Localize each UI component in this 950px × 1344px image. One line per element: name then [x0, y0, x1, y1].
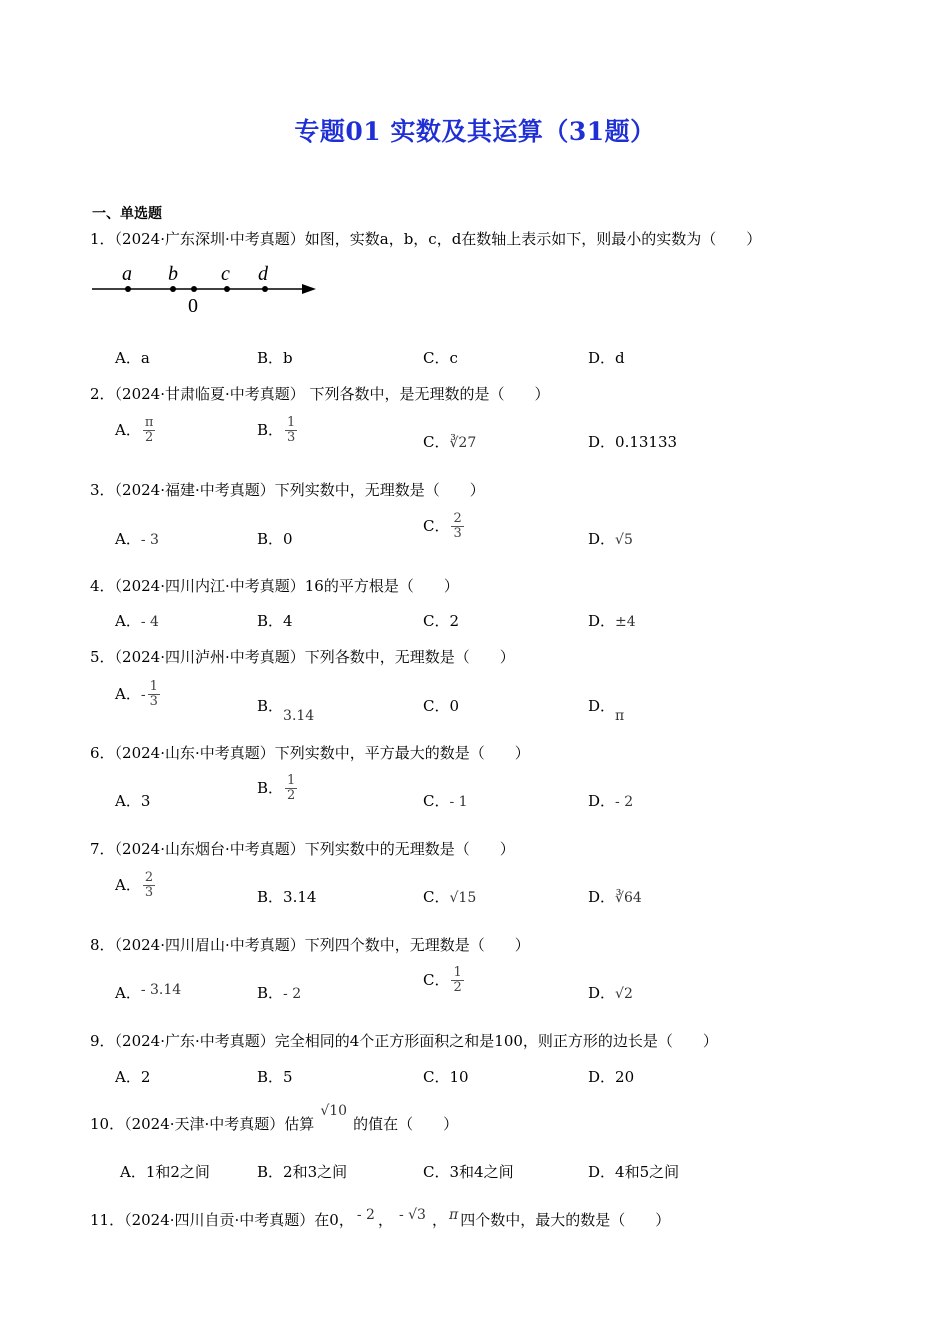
question-7: 7．（2024·山东烟台·中考真题）下列实数中的无理数是（ ）	[90, 840, 515, 858]
label-c: c	[221, 263, 230, 285]
question-11: 11．（2024·四川自贡·中考真题）在0， - 2 ， - √3 ， π 四个数中，最大的数是（ ）	[90, 1207, 671, 1229]
point-zero	[191, 286, 197, 292]
q2-option-b: B． $\frac{1}{3}$	[257, 415, 296, 446]
question-1: 1．（2024·广东深圳·中考真题）如图，实数a，b，c，d在数轴上表示如下，则最小的实数为（ ）	[90, 230, 762, 248]
label-zero: 0	[188, 295, 198, 317]
q2-option-d: D．0.13133	[588, 433, 678, 451]
q8-option-d: D．√2	[588, 984, 633, 1002]
q4-option-d: D．±4	[588, 612, 636, 630]
question-8: 8．（2024·四川眉山·中考真题）下列四个数中，无理数是（ ）	[90, 936, 530, 954]
q9-option-d: D．20	[588, 1068, 635, 1086]
q10-option-c: C．3和4之间	[423, 1163, 514, 1181]
q6-option-d: D．- 2	[588, 792, 634, 810]
q7-option-b: B．3.14	[257, 888, 317, 906]
q1-option-a: A．a	[115, 349, 150, 367]
q6-option-b: B． $\frac{1}{2}$	[257, 773, 296, 804]
point-b	[170, 286, 176, 292]
q3-option-c: C． $\frac{2}{3}$	[423, 511, 462, 542]
question-6: 6．（2024·山东·中考真题）下列实数中，平方最大的数是（ ）	[90, 744, 530, 762]
q5-option-b: B．3.14	[257, 697, 315, 724]
q8-option-b: B．- 2	[257, 984, 302, 1002]
q1-option-b: B．b	[257, 349, 293, 367]
q2-option-c: C．∛27	[423, 433, 477, 451]
q4-option-a: A．- 4	[115, 612, 159, 630]
q4-option-c: C．2	[423, 612, 460, 630]
q3-option-d: D．√5	[588, 530, 633, 548]
q9-option-c: C．10	[423, 1068, 469, 1086]
number-line-figure	[88, 258, 328, 318]
arrow-head	[302, 284, 316, 294]
point-d	[262, 286, 268, 292]
question-2: 2．（2024·甘肃临夏·中考真题） 下列各数中，是无理数的是（ ）	[90, 385, 550, 403]
q7-option-d: D．∛64	[588, 888, 642, 906]
q7-option-c: C．√15	[423, 888, 477, 906]
q4-option-b: B．4	[257, 612, 293, 630]
q1-option-c: C．c	[423, 349, 458, 367]
section-heading: 一、单选题	[92, 206, 162, 222]
q6-option-a: A．3	[115, 792, 151, 810]
question-9: 9．（2024·广东·中考真题）完全相同的4个正方形面积之和是100，则正方形的边长是（ ）	[90, 1032, 718, 1050]
q10-option-a: A．1和2之间	[120, 1163, 210, 1181]
question-3: 3．（2024·福建·中考真题）下列实数中，无理数是（ ）	[90, 481, 485, 499]
label-d: d	[258, 263, 268, 285]
question-10: 10．（2024·天津·中考真题）估算√10的值在（ ）	[90, 1103, 459, 1133]
q9-option-a: A．2	[115, 1068, 151, 1086]
q8-option-c: C． $\frac{1}{2}$	[423, 965, 462, 996]
q5-option-c: C．0	[423, 697, 460, 715]
q10-option-d: D．4和5之间	[588, 1163, 680, 1181]
q1-option-d: D．d	[588, 349, 625, 367]
label-b: b	[168, 263, 178, 285]
q9-option-b: B．5	[257, 1068, 293, 1086]
q3-option-a: A．- 3	[115, 530, 159, 548]
point-a	[125, 286, 131, 292]
question-5: 5．（2024·四川泸州·中考真题）下列各数中，无理数是（ ）	[90, 648, 515, 666]
q10-option-b: B．2和3之间	[257, 1163, 348, 1181]
question-4: 4．（2024·四川内江·中考真题）16的平方根是（ ）	[90, 577, 459, 595]
q5-option-a: A．- $\frac{1}{3}$	[115, 679, 158, 710]
q8-option-a: A．- 3.14	[115, 982, 182, 1002]
q5-option-d: D．π	[588, 697, 625, 724]
point-c	[224, 286, 230, 292]
q6-option-c: C．- 1	[423, 792, 468, 810]
page-title: 专题01 实数及其运算（31题）	[294, 117, 656, 146]
q7-option-a: A． $\frac{2}{3}$	[115, 870, 154, 901]
q2-option-a: A． $\frac{\pi}{2}$	[115, 415, 154, 446]
label-a: a	[122, 263, 132, 285]
q3-option-b: B．0	[257, 530, 293, 548]
